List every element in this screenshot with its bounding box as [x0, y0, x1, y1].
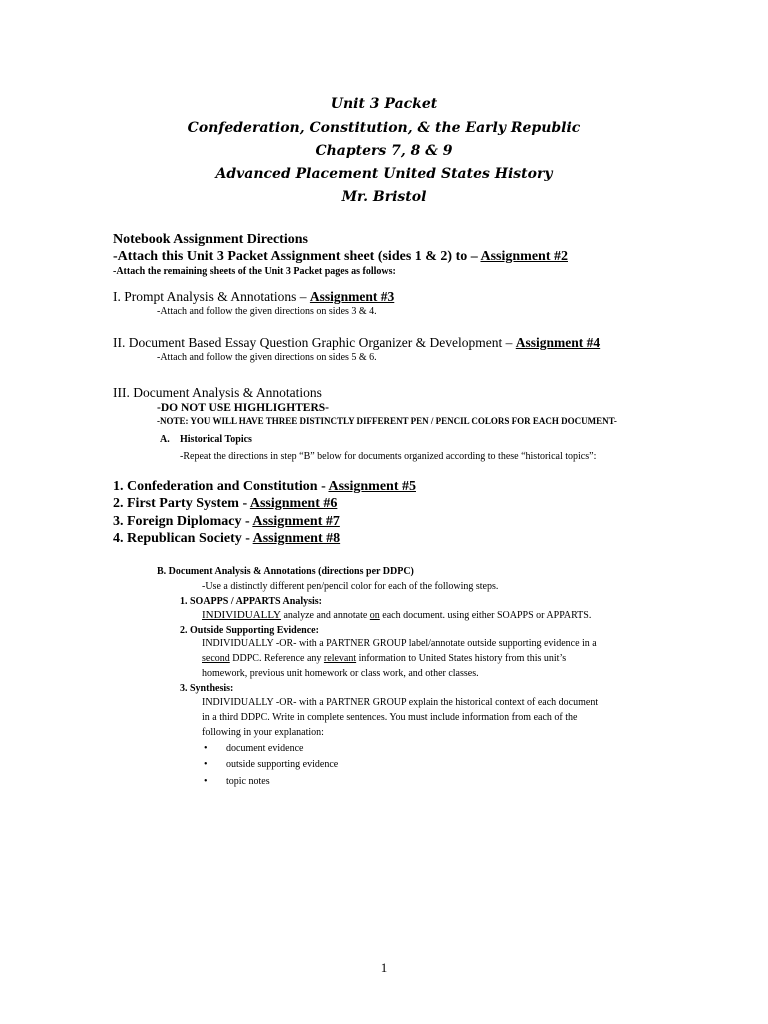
subsection-a-title: Historical Topics: [180, 434, 252, 445]
bullet-icon: •: [204, 759, 208, 770]
section-2-note: -Attach and follow the given directions on sides 5 & 6.: [157, 352, 377, 363]
bullet-item: document evidence: [226, 743, 304, 754]
step-2-mid: DDPC. Reference any: [229, 653, 324, 664]
section-2-label: II. Document Based Essay Question Graphic Organizer & Development –: [113, 335, 516, 350]
topic-assignment: Assignment #6: [249, 496, 338, 511]
bullet-icon: •: [204, 743, 208, 754]
subsection-b-title: B. Document Analysis & Annotations (directions per DDPC): [157, 566, 414, 577]
topic-label: 3. Foreign Diplomacy -: [113, 514, 253, 529]
course-name: Advanced Placement United States History: [215, 166, 553, 182]
unit-subtitle: Confederation, Constitution, & the Early Republic: [187, 120, 581, 136]
section-2-title: [113, 335, 600, 351]
step-1-individually: INDIVIDUALLY: [202, 609, 281, 621]
subsection-a-label: A.: [160, 434, 170, 445]
bullet-item: topic notes: [226, 776, 270, 787]
step-1-on: on: [369, 610, 380, 621]
bullet-icon: •: [204, 776, 208, 787]
topic-label: 1. Confederation and Constitution -: [113, 479, 329, 494]
pen-colors-note: -NOTE: YOU WILL HAVE THREE DISTINCTLY DIFFERENT PEN / PENCIL COLORS FOR EACH DOCUMENT-: [157, 416, 617, 426]
packet-title: Unit 3 Packet: [330, 96, 438, 112]
topic-assignment: Assignment #8: [252, 531, 341, 546]
section-1-assignment: Assignment #3: [309, 289, 395, 304]
topic-item: [113, 531, 340, 547]
step-3-line-3: following in your explanation:: [202, 727, 324, 738]
topic-item: [113, 496, 337, 512]
section-3-title: III. Document Analysis & Annotations: [113, 385, 322, 400]
subsection-a-text: -Repeat the directions in step “B” below for documents organized according to these “historical topics”:: [180, 451, 597, 462]
notebook-heading: Notebook Assignment Directions: [113, 232, 308, 247]
subsection-b-intro: -Use a distinctly different pen/pencil color for each of the following steps.: [202, 581, 499, 592]
teacher-name: Mr. Bristol: [341, 189, 427, 205]
attach-assignment: Assignment #2: [480, 249, 568, 264]
topic-label: 4. Republican Society -: [113, 531, 253, 546]
topic-item: [113, 514, 340, 530]
step-2-title: 2. Outside Supporting Evidence:: [180, 625, 319, 636]
section-1-note: -Attach and follow the given directions on sides 3 & 4.: [157, 306, 377, 317]
topic-assignment: Assignment #5: [328, 479, 416, 494]
step-1-text: [202, 609, 591, 621]
section-1-title: [113, 289, 394, 305]
step-2-second: second: [202, 653, 230, 664]
section-2-assignment: Assignment #4: [515, 335, 601, 350]
page-number: 1: [380, 960, 388, 975]
topic-label: 2. First Party System -: [113, 496, 250, 511]
bullet-item: outside supporting evidence: [226, 759, 339, 770]
step-2-line-1: INDIVIDUALLY -OR- with a PARTNER GROUP label/annotate outside supporting evidence in a: [202, 638, 597, 649]
step-1-end: each document. using either SOAPPS or APPARTS.: [379, 610, 592, 621]
step-2-relevant: relevant: [323, 653, 357, 664]
remaining-sheets-line: -Attach the remaining sheets of the Unit 3 Packet pages as follows:: [113, 266, 396, 277]
step-3-line-2: in a third DDPC. Write in complete sentences. You must include information from each of the: [202, 712, 578, 723]
step-2-line-2: [202, 653, 566, 664]
step-1-title: 1. SOAPPS / APPARTS Analysis:: [180, 596, 322, 607]
attach-text: -Attach this Unit 3 Packet Assignment sheet (sides 1 & 2) to –: [113, 249, 481, 264]
attach-line: [113, 249, 568, 265]
step-1-mid: analyze and annotate: [280, 610, 370, 621]
topic-assignment: Assignment #7: [252, 514, 340, 529]
topic-item: [113, 479, 416, 495]
step-2-end: information to United States history from this unit’s: [356, 653, 567, 664]
step-2-line-3: homework, previous unit homework or class work, and other classes.: [202, 668, 479, 679]
section-1-label: I. Prompt Analysis & Annotations –: [113, 289, 310, 304]
step-3-line-1: INDIVIDUALLY -OR- with a PARTNER GROUP explain the historical context of each document: [202, 697, 599, 708]
no-highlighters-warning: -DO NOT USE HIGHLIGHTERS-: [157, 402, 330, 414]
step-3-title: 3. Synthesis:: [180, 683, 234, 694]
chapters-line: Chapters 7, 8 & 9: [315, 143, 453, 159]
